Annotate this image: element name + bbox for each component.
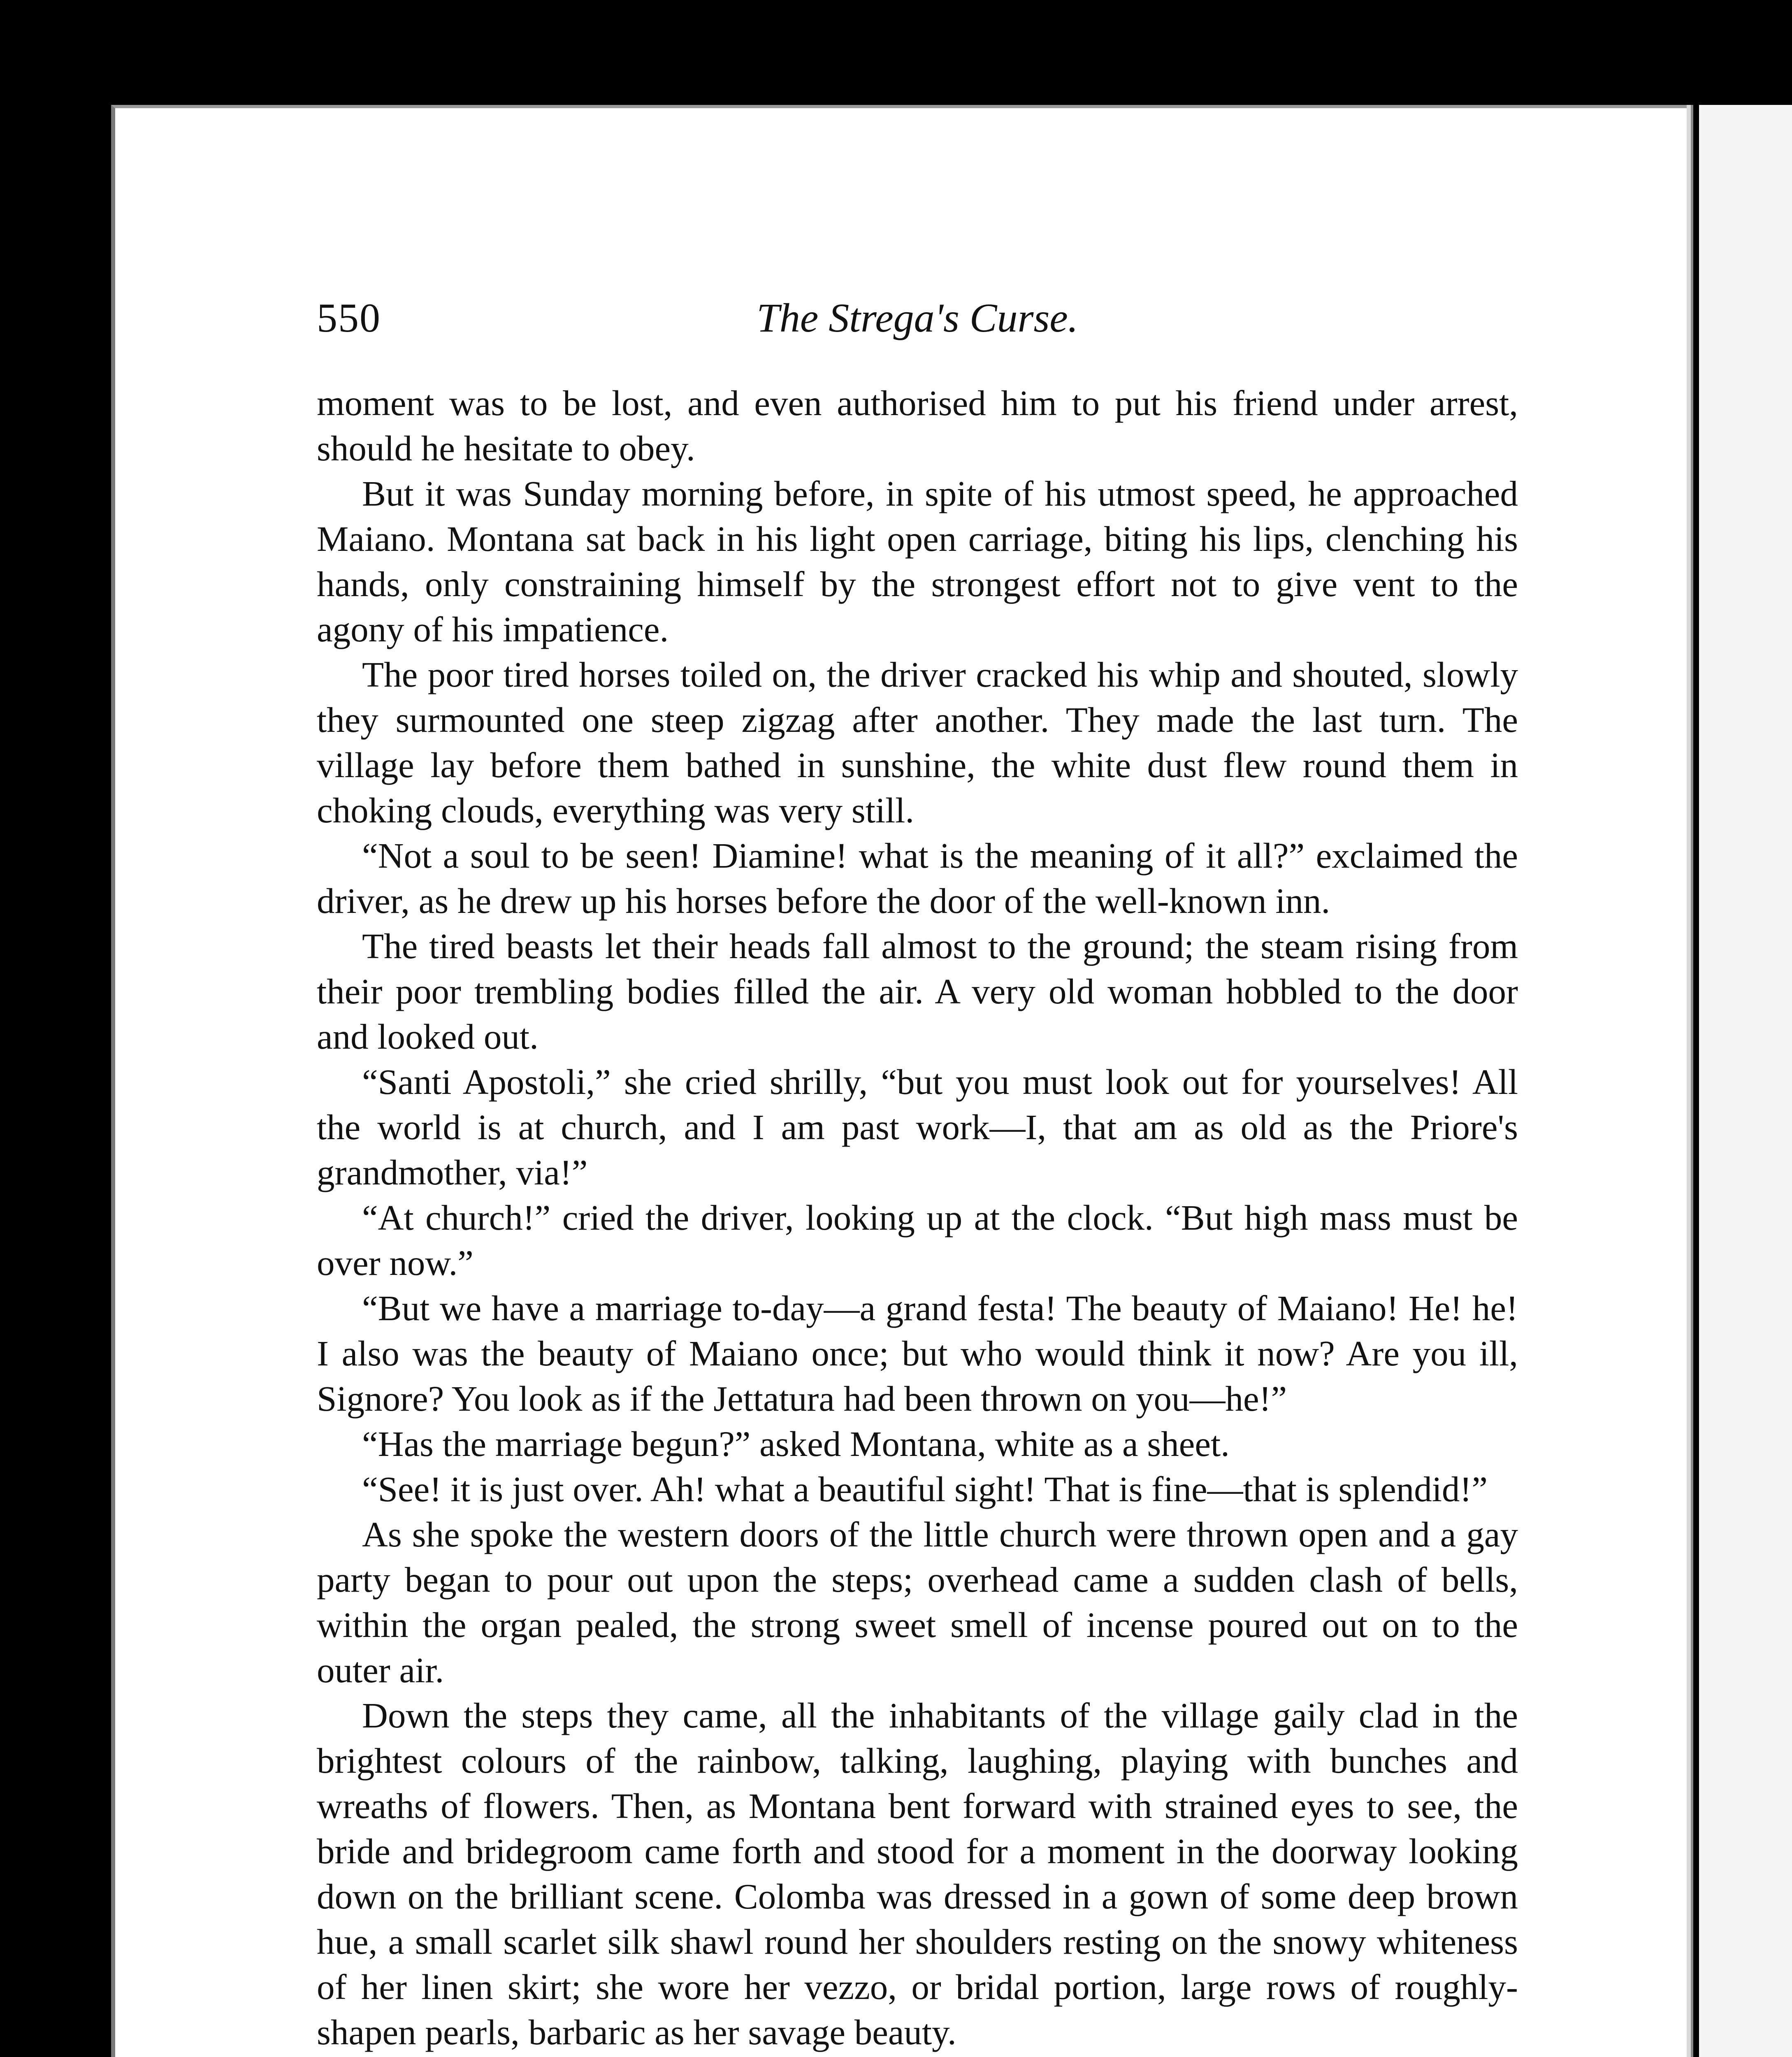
paragraph: “Santi Apostoli,” she cried shrilly, “but you must look out for yourselves! All the world is at church, and I am past work—I, that am as old as the Priore's grandmother, via!” — [317, 1062, 1518, 1192]
paragraph: The tired beasts let their heads fall almost to the ground; the steam rising from their poor trembling bodies filled the air. A very old woman hobbled to the door and looked out. — [317, 926, 1518, 1056]
running-title: The Strega's Curse. — [757, 295, 1078, 341]
paragraph — [317, 2055, 1518, 2057]
paragraph: “See! it is just over. Ah! what a beautiful sight! That is fine—that is splendid!” — [362, 1469, 1488, 1509]
paragraph: But it was Sunday morning before, in spite of his utmost speed, he approached Maiano. Montana sat back in his light open carriage, biting his lips, clenching his hands, only constraining himself by the strongest effort not to give vent to the agony of his impatience. — [317, 474, 1518, 649]
page-number: 550 — [317, 295, 381, 341]
page-edge — [1687, 105, 1693, 2057]
paragraph: As she spoke the western doors of the little church were thrown open and a gay party began to pour out upon the steps; overhead came a sudden clash of bells, within the organ pealed, the strong sweet smell of incense poured out on to the outer air. — [317, 1514, 1518, 1690]
page-header — [317, 294, 1518, 344]
next-page-sliver — [1699, 105, 1792, 2057]
body-text — [317, 381, 1518, 2057]
paragraph: “Not a soul to be seen! Diamine! what is the meaning of it all?” exclaimed the driver, as he drew up his horses before the door of the well-known inn. — [317, 836, 1518, 921]
paragraph: The poor tired horses toiled on, the driver cracked his whip and shouted, slowly they surmounted one steep zigzag after another. They made the last turn. The village lay before them bathed in sunshine, the white dust flew round them in choking clouds, everything was very still. — [317, 655, 1518, 830]
paragraph: moment was to be lost, and even authorised him to put his friend under arrest, should he hesitate to obey. — [317, 383, 1518, 468]
paragraph: “But we have a marriage to-day—a grand festa! The beauty of Maiano! He! he! I also was the beauty of Maiano once; but who would think it now? Are you ill, Signore? You look as if the Jettatura had been thrown on you—he!” — [317, 1288, 1518, 1419]
paragraph: Down the steps they came, all the inhabitants of the village gaily clad in the brightest colours of the rainbow, talking, laughing, playing with bunches and wreaths of flowers. Then, as Montana bent forward with strained eyes to see, the bride and bridegroom came forth and stood for a moment in the doorway looking down on the brilliant scene. Colomba was dressed in a gown of some deep brown hue, a small scarlet silk shawl round her shoulders resting on the snowy whiteness of her linen skirt; she wore her vezzo, or bridal portion, large rows of roughly-shapen pearls, barbaric as her savage beauty. — [317, 1695, 1518, 2052]
paragraph: “Has the marriage begun?” asked Montana, white as a sheet. — [362, 1424, 1230, 1464]
paragraph: “At church!” cried the driver, looking up at the clock. “But high mass must be over now.” — [317, 1198, 1518, 1283]
